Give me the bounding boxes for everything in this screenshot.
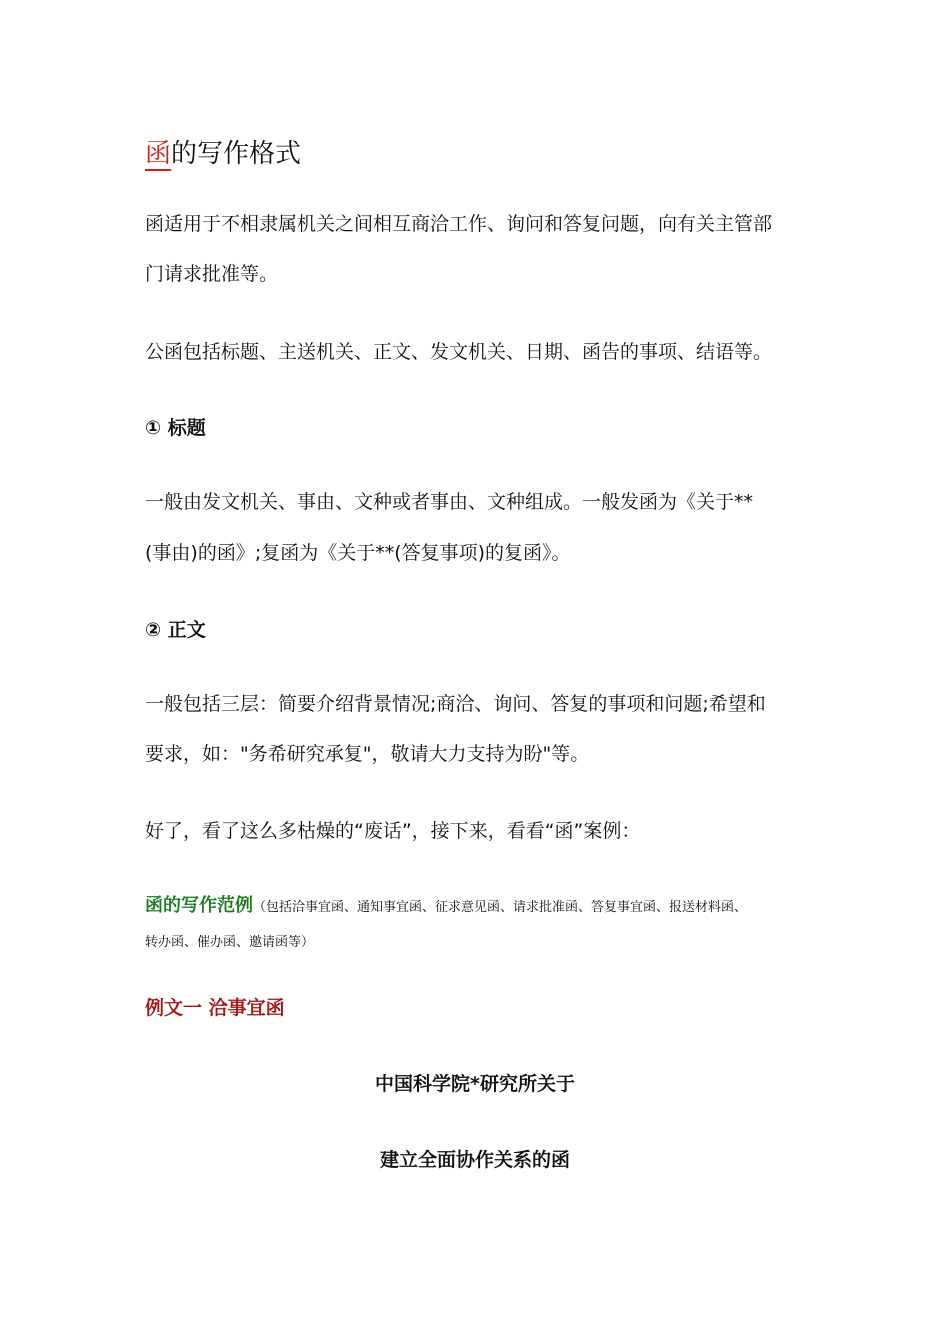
- example-doc-title-line-1: 中国科学院*研究所关于: [375, 1073, 575, 1095]
- intro-line-1: 函适用于不相隶属机关之间相互商洽工作、询问和答复问题，向有关主管部: [145, 213, 773, 235]
- section-heading-body: ② 正文: [145, 619, 206, 641]
- section2-line-2: 要求，如："务希研究承复"，敬请大力支持为盼"等。: [145, 743, 590, 765]
- example-1-label: 例文一 洽事宜函: [145, 997, 285, 1019]
- section1-line-1: 一般由发文机关、事由、文种或者事由、文种组成。一般发函为《关于**: [145, 491, 754, 513]
- example-doc-title-line-2: 建立全面协作关系的函: [379, 1149, 570, 1171]
- title-rest: 的写作格式: [171, 139, 302, 169]
- section2-line-1: 一般包括三层：简要介绍背景情况;商洽、询问、答复的事项和问题;希望和: [145, 693, 766, 715]
- transition-paragraph: 好了，看了这么多枯燥的“废话”，接下来，看看“函”案例：: [145, 820, 641, 842]
- section1-line-2: (事由)的函》;复函为《关于**(答复事项)的复函》。: [145, 542, 571, 564]
- samples-heading-line: [145, 895, 825, 919]
- title-accent-char: 函: [145, 139, 172, 169]
- samples-note-2: 转办函、催办函、邀请函等）: [145, 935, 315, 950]
- samples-note-1: （包括洽事宜函、通知事宜函、征求意见函、请求批准函、答复事宜函、报送材料函、: [253, 900, 748, 915]
- intro-line-2: 门请求批准等。: [145, 263, 279, 285]
- components-paragraph: 公函包括标题、主送机关、正文、发文机关、日期、函告的事项、结语等。: [145, 341, 773, 363]
- samples-heading: 函的写作范例: [145, 895, 253, 916]
- section-heading-title: ① 标题: [145, 417, 206, 439]
- page-title: [145, 134, 301, 174]
